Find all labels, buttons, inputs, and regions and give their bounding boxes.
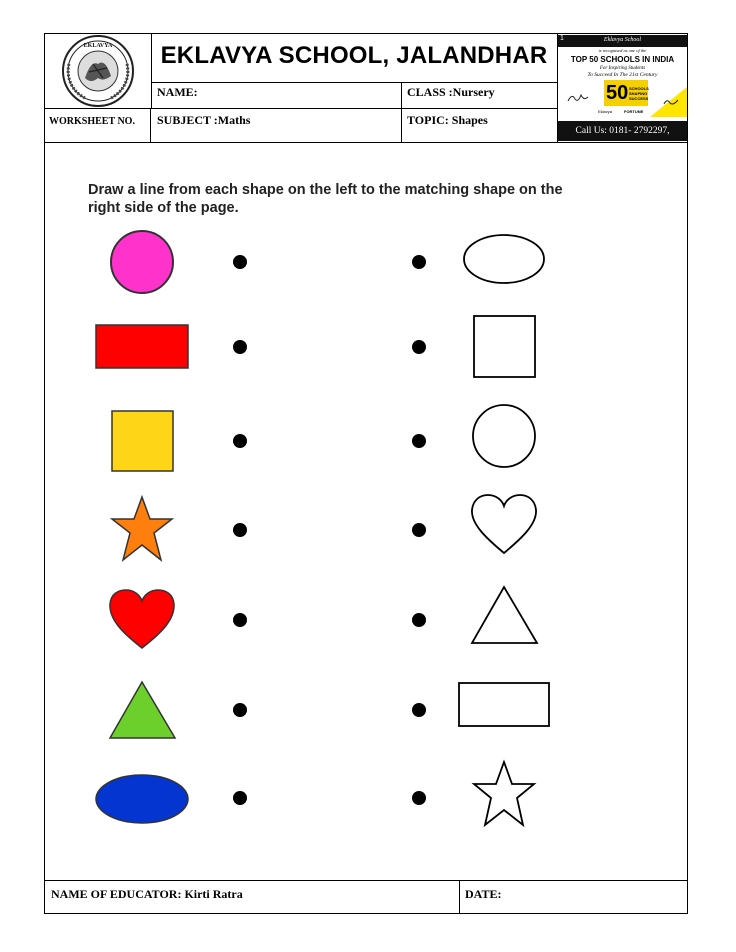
right-dot[interactable] [412, 340, 426, 354]
worksheet-number-label: WORKSHEET NO. [45, 108, 151, 142]
left-shape-rectangle [96, 325, 188, 368]
left-shape-star [112, 497, 172, 560]
logo-text: EKLAVYA [83, 43, 113, 49]
left-dot[interactable] [233, 340, 247, 354]
school-name: EKLAVYA SCHOOL, JALANDHAR [160, 42, 548, 69]
badge-partner-1: Eklavya [598, 109, 613, 114]
left-shape-triangle [110, 682, 175, 738]
left-dot[interactable] [233, 434, 247, 448]
left-shape-heart [110, 590, 174, 648]
badge-recognition: is recognised as one of the [598, 48, 647, 53]
left-dot[interactable] [233, 523, 247, 537]
badge-big-number: 50 [606, 82, 629, 104]
badge-big-number-text: SCHOOLS SHAPING SUCCESS [629, 86, 649, 101]
right-dot[interactable] [412, 523, 426, 537]
right-shape-heart [472, 495, 536, 553]
instructions: Draw a line from each shape on the left to the matching shape on the right side of the page. [88, 182, 563, 216]
date-label: DATE: [465, 887, 502, 901]
right-dot[interactable] [412, 791, 426, 805]
right-shape-square [474, 316, 535, 377]
class-label: CLASS :Nursery [407, 85, 495, 99]
right-dot[interactable] [412, 703, 426, 717]
left-dot[interactable] [233, 255, 247, 269]
right-dot[interactable] [412, 613, 426, 627]
right-shape-rectangle [459, 683, 549, 726]
badge-sub: For Inspiring Students [599, 66, 646, 71]
badge-partner-2: FORTUNE [624, 109, 644, 114]
left-shape-circle [111, 231, 173, 293]
badge-school-line: Eklavya School [603, 37, 642, 43]
left-dot[interactable] [233, 791, 247, 805]
right-shape-star [474, 762, 534, 825]
right-dot[interactable] [412, 434, 426, 448]
right-shape-oval [464, 235, 544, 283]
badge-tagline: To Succeed In The 21st Century [587, 72, 658, 78]
topic-label: TOPIC: Shapes [407, 113, 488, 127]
right-shape-triangle [472, 587, 537, 643]
badge-title: TOP 50 SCHOOLS IN INDIA [570, 55, 675, 64]
educator-label: NAME OF EDUCATOR: Kirti Ratra [51, 887, 243, 901]
subject-label: SUBJECT :Maths [157, 113, 251, 127]
left-shape-square [112, 411, 173, 471]
contact-bar: Call Us: 0181- 2792297, 2440428 [558, 121, 687, 141]
left-dot[interactable] [233, 703, 247, 717]
left-dot[interactable] [233, 613, 247, 627]
badge-rank: 1 [560, 35, 564, 42]
right-shape-circle [473, 405, 535, 467]
left-shape-oval [96, 775, 188, 823]
name-label: NAME: [157, 85, 198, 99]
right-dot[interactable] [412, 255, 426, 269]
